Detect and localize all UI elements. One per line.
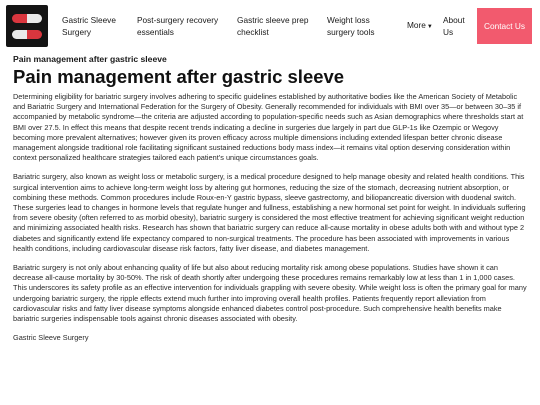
article-paragraph: Determining eligibility for bariatric surgery involves adhering to specific guidelines established by authoritative bodies like the American Society of Metabolic and Bariatric Surgery and International Federation for the Surgery of Obesity. Generally recommended for individuals with BMI over 35—or between 30–35 if accompanied by metabolic syndrome—the criteria are adjusted according to population-specific needs such as Asian demographics where thresholds start at BMI over 27.5. In effect this means that despite recent trends indicating a decline in surgeries due largely in part due GLP-1s like Ozempic or Wegovy becoming more prevalent alternatives; however given its proven efficacy across multiple dimensions including extended lifespan better chronic disease management alongside traditional role facilitating significant sustained reductions body mass index—it remains vital option deserving consideration within context personalized healthcare strategies tailored each patient’s unique circumstances goals. xyxy=(13,92,524,163)
contact-us-button[interactable] xyxy=(477,8,532,44)
article-kicker: Pain management after gastric sleeve xyxy=(13,54,167,64)
nav-link-post-surgery-recovery[interactable]: Post-surgery recovery essentials xyxy=(137,15,219,37)
caret-down-icon: ▼ xyxy=(426,24,433,30)
pill-icon xyxy=(12,14,42,23)
pill-icon xyxy=(12,30,42,39)
site-logo[interactable] xyxy=(6,5,48,47)
page-title: Pain management after gastric sleeve xyxy=(13,66,345,87)
more-dropdown[interactable] xyxy=(407,20,433,30)
contact-us-label: Contact Us xyxy=(483,21,526,31)
nav-link-weight-loss-tools[interactable]: Weight loss surgery tools xyxy=(327,15,375,37)
article xyxy=(13,54,528,343)
nav-link-gastric-sleeve-surgery[interactable]: Gastric Sleeve Surgery xyxy=(62,15,116,37)
top-navbar xyxy=(0,0,540,50)
more-label: More xyxy=(407,20,426,30)
article-paragraph: Bariatric surgery, also known as weight loss or metabolic surgery, is a medical procedure designed to help manage obesity and related health conditions. This surgical intervention aims to achieve long-term weight loss by altering gut hormones, reducing the size of the stomach, decreasing nutrient absorption, or combining these methods. Common procedures include Roux-en-Y gastric bypass, sleeve gastrectomy, and biliopancreatic diversion with duodenal switch. These surgeries lead to changes in hormone levels that regulate hunger and fullness, establishing a new hormonal set point for weight. In individuals suffering from severe obesity (often referred to as morbid obesity), bariatric surgery is considered the most effective treatment for achieving significant weight reduction and minimizing associated health risks. Research has shown that bariatric surgery can reduce all-cause mortality in obese adults both with and without type 2 diabetes and significantly extend life expectancy compared to non-surgical treatments. The procedure has been associated with improvements in various health conditions, including cardiovascular disease risk factors, fatty liver disease, and diabetes management. xyxy=(13,172,526,253)
nav-link-prep-checklist[interactable]: Gastric sleeve prep checklist xyxy=(237,15,309,37)
footer-link[interactable]: Gastric Sleeve Surgery xyxy=(13,333,89,343)
article-paragraph: Bariatric surgery is not only about enhancing quality of life but also about reducing mortality risk among obese populations. Studies have shown it can decrease all-cause mortality by 30-50%. The risk of death shortly after undergoing these procedures remains remarkably low at less than 1 in 1,000 cases. This underscores its safety profile as an effective intervention for individuals grappling with severe obesity. While weight loss is often the primary goal for many undergoing bariatric surgery, the ripple effects extend much further into improving overall health profiles. Patients frequently report alleviation from cardiovascular risks and fatty liver disease symptoms alongside enhanced diabetes control post-procedure. Such comprehensive health benefits make bariatric surgeries indispensable tools against chronic diseases associated with obesity. xyxy=(13,263,527,324)
nav-link-about-us[interactable]: About Us xyxy=(443,15,465,37)
